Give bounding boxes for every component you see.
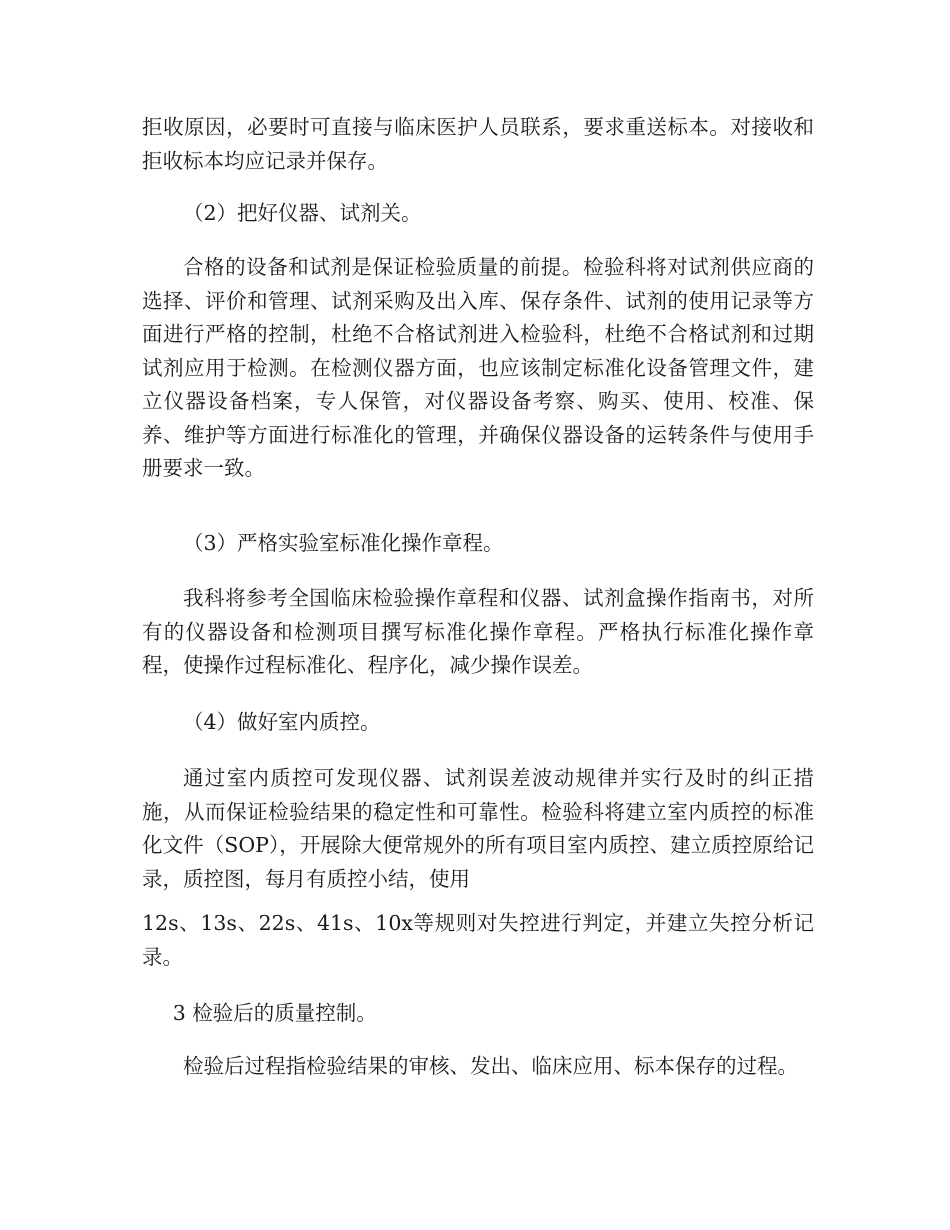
- heading-internal-quality-control: （4）做好室内质控。: [183, 710, 381, 734]
- heading-instruments-reagents: （2）把好仪器、试剂关。: [183, 201, 422, 225]
- heading-standard-operating-procedures: （3）严格实验室标准化操作章程。: [183, 531, 504, 555]
- paragraph-westgard-rules: 12s、13s、22s、41s、10x等规则对失控进行判定，并建立失控分析记录。: [142, 911, 814, 969]
- paragraph-specimen-rejection: 拒收原因，必要时可直接与临床医护人员联系，要求重送标本。对接收和拒收标本均应记录并保存。: [142, 115, 814, 173]
- paragraph-standard-operating-procedures: 我科将参考全国临床检验操作章程和仪器、试剂盒操作指南书，对所有的仪器设备和检测项目撰写标准化操作章程。严格执行标准化操作章程，使操作过程标准化、程序化，减少操作误差。: [142, 586, 814, 677]
- paragraph-internal-quality-control: 通过室内质控可发现仪器、试剂误差波动规律并实行及时的纠正措施，从而保证检验结果的稳定性和可靠性。检验科将建立室内质控的标准化文件（SOP），开展除大便常规外的所有项目室内质控、建立质控原给记录，质控图，每月有质控小结，使用: [142, 766, 814, 891]
- heading-post-analytical-quality-control: 3 检验后的质量控制。: [172, 1001, 377, 1025]
- paragraph-post-analytical-process: 检验后过程指检验结果的审核、发出、临床应用、标本保存的过程。: [183, 1054, 798, 1078]
- paragraph-instruments-reagents: 合格的设备和试剂是保证检验质量的前提。检验科将对试剂供应商的选择、评价和管理、试剂采购及出入库、保存条件、试剂的使用记录等方面进行严格的控制，杜绝不合格试剂进入检验科，杜绝不合格试剂和过期试剂应用于检测。在检测仪器方面，也应该制定标准化设备管理文件，建立仪器设备档案，专人保管，对仪器设备考察、购买、使用、校准、保养、维护等方面进行标准化的管理，并确保仪器设备的运转条件与使用手册要求一致。: [142, 255, 814, 480]
